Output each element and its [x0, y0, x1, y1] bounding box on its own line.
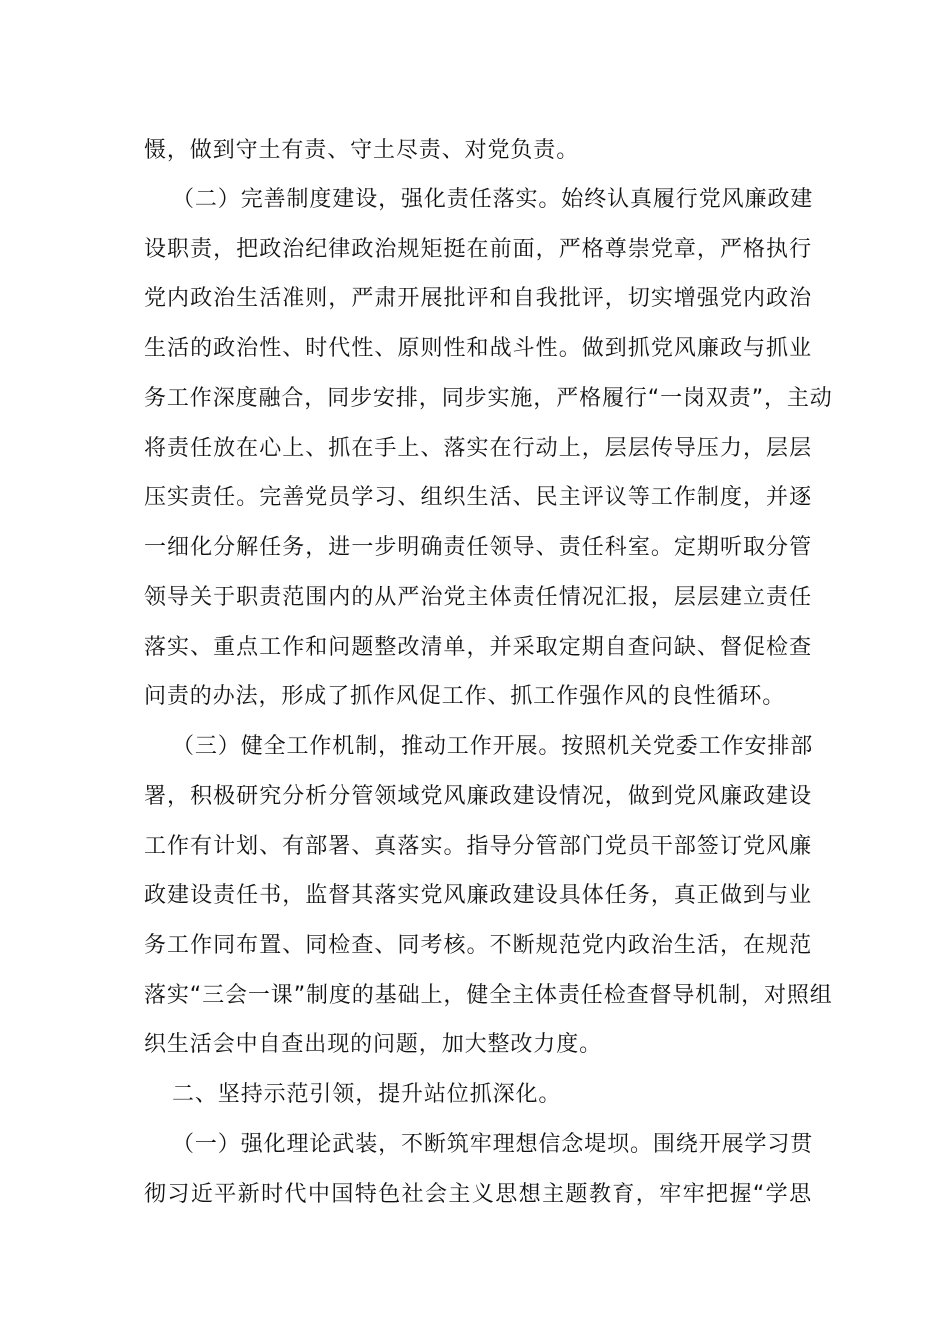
text-line: 政建设责任书，监督其落实党风廉政建设具体任务，真正做到与业 [144, 883, 812, 908]
text-line: 压实责任。完善党员学习、组织生活、民主评议等工作制度，并逐 [144, 485, 812, 510]
text-line: 务工作同布置、同检查、同考核。不断规范党内政治生活，在规范 [144, 933, 812, 958]
text-line: 彻习近平新时代中国特色社会主义思想主题教育，牢牢把握“学思 [144, 1182, 812, 1207]
text-line: 领导关于职责范围内的从严治党主体责任情况汇报，层层建立责任 [144, 585, 812, 610]
section-heading: 二、坚持示范引领，提升站位抓深化。 [172, 1082, 562, 1107]
text-line: 设职责，把政治纪律政治规矩挺在前面，严格尊崇党章，严格执行 [144, 237, 812, 262]
text-line: 落实、重点工作和问题整改清单，并采取定期自查问缺、督促检查 [144, 635, 812, 660]
text-line: 一细化分解任务，进一步明确责任领导、责任科室。定期听取分管 [144, 535, 812, 560]
paragraph-heading-line: （二）完善制度建设，强化责任落实。始终认真履行党风廉政建 [172, 187, 814, 212]
paragraph-heading-line: （三）健全工作机制，推动工作开展。按照机关党委工作安排部 [172, 734, 814, 759]
text-line: 问责的办法，形成了抓作风促工作、抓工作强作风的良性循环。 [144, 684, 786, 709]
text-line: 落实“三会一课”制度的基础上，健全主体责任检查督导机制，对照组 [144, 983, 833, 1008]
text-line: 慑，做到守土有责、守土尽责、对党负责。 [144, 138, 580, 163]
text-line: 工作有计划、有部署、真落实。指导分管部门党员干部签订党风廉 [144, 834, 812, 859]
text-line: 生活的政治性、时代性、原则性和战斗性。做到抓党风廉政与抓业 [144, 336, 812, 361]
text-line: 将责任放在心上、抓在手上、落实在行动上，层层传导压力，层层 [144, 436, 812, 461]
text-line: 署，积极研究分析分管领域党风廉政建设情况，做到党风廉政建设 [144, 784, 812, 809]
text-line: 务工作深度融合，同步安排，同步实施，严格履行“一岗双责”，主动 [144, 386, 833, 411]
text-line: 织生活会中自查出现的问题，加大整改力度。 [144, 1032, 603, 1057]
paragraph-heading-line: （一）强化理论武装，不断筑牢理想信念堤坝。围绕开展学习贯 [172, 1132, 814, 1157]
text-line: 党内政治生活准则，严肃开展批评和自我批评，切实增强党内政治 [144, 286, 812, 311]
